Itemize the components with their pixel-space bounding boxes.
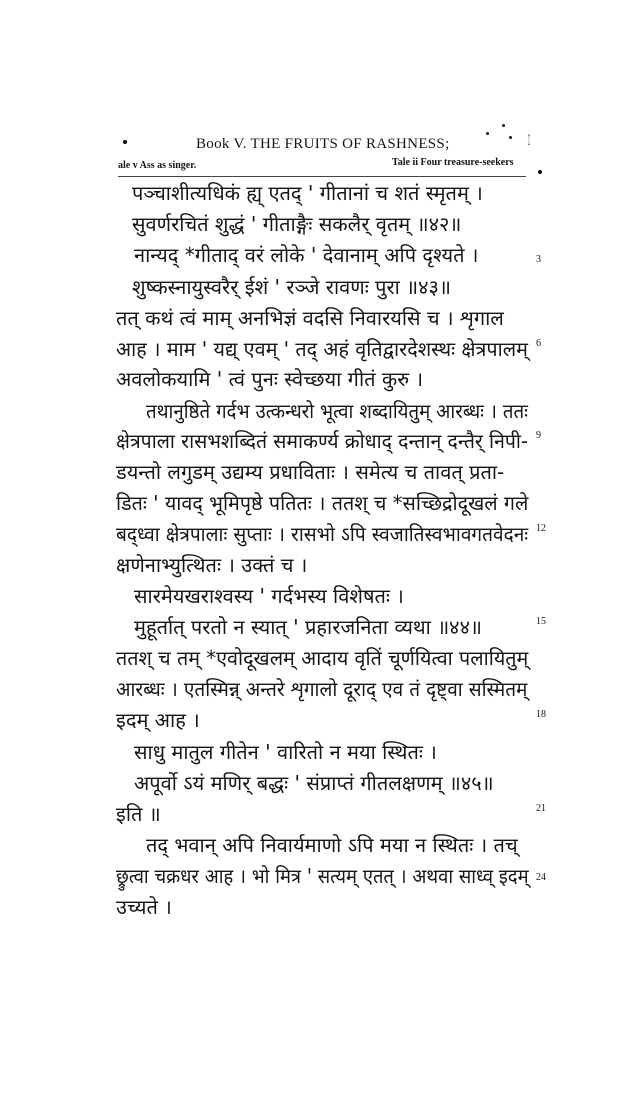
text-line: इदम् आह । [116,708,200,732]
print-speck [486,132,489,135]
text-line: उच्यते । [116,895,172,919]
text-line: नान्यद् *गीताद् वरं लोके ' देवानाम् अपि दृश्यते । [134,243,479,267]
text-line: तत् कथं त्वं माम् अनभिज्ञं वदसि निवारयसि च । शृगाल [116,306,504,330]
print-speck [123,140,127,144]
margin-line-number: 18 [536,709,546,720]
header-rule [118,176,526,177]
margin-line-number: 9 [536,430,541,441]
text-line: मुहूर्तात् परतो न स्यात् ' प्रहारजनिता व्यथा ॥४४॥ [134,615,482,639]
text-line: आह । माम ' यद्य् एवम् ' तद् अहं वृतिद्वारदेशस्थः क्षेत्रपालम् [116,337,528,361]
margin-line-number: 12 [536,523,546,534]
text-line: तथानुष्ठिते गर्दभ उत्कन्धरो भूत्वा शब्दायितुम् आरब्धः । ततः [146,399,528,423]
right-subheading: Tale ii Four treasure-seekers [392,157,514,168]
text-line: सारमेयखराश्वस्य ' गर्दभस्य विशेषतः । [134,584,404,608]
text-line: इति ॥ [116,802,161,826]
text-line: क्षेत्रपाला रासभशब्दितं समाकर्ण्य क्रोधाद् दन्तान् दन्तैर् निपी- [116,429,528,453]
margin-line-number: 3 [536,254,541,265]
text-line: बद्ध्वा क्षेत्रपालाः सुप्ताः । रासभो ऽपि स्वजातिस्वभावगतवेदनः [116,522,529,546]
text-line: ततश् च तम् *एवोदूखलम् आदाय वृतिं चूर्णयित्वा पलायितुम् [116,646,529,670]
text-line: छ्रुत्वा चक्रधर आह । भो मित्र ' सत्यम् एतत् । अथवा साध्व् इदम् [116,864,529,888]
print-speck [538,170,542,174]
text-line: शुष्कस्नायुस्वरैर् ईशं ' रञ्जे रावणः पुरा ॥४३॥ [132,275,451,299]
margin-line-number: 15 [536,616,546,627]
running-head: Book V. THE FRUITS OF RASHNESS; [196,136,450,152]
print-speck [502,124,505,127]
page-number: 272 [528,132,530,149]
text-line: अपूर्वो ऽयं मणिर् बद्धः ' संप्राप्तं गीतलक्षणम् ॥४५॥ [134,771,494,795]
margin-line-number: 21 [536,803,546,814]
text-line: डितः ' यावद् भूमिपृष्ठे पतितः । ततश् च *सच्छिद्रोदूखलं गले [116,491,529,515]
text-line: पञ्चाशीत्यधिकं ह्य् एतद् ' गीतानां च शतं स्मृतम् । [132,181,483,205]
margin-line-number: 24 [536,872,546,883]
text-line: आरब्धः । एतस्मिन्न् अन्तरे शृगालो दूराद् एव तं दृष्ट्वा सस्मितम् [116,677,528,701]
text-line: डयन्तो लगुडम् उद्यम्य प्रधाविताः । समेत्य च तावत् प्रता- [116,460,505,484]
text-line: सुवर्णरचितं शुद्धं ' गीताङ्गैः सकलैर् वृतम् ॥४२॥ [132,212,462,236]
text-line: क्षणेनाभ्युत्थितः । उक्तं च । [116,553,308,577]
margin-line-number: 6 [536,338,541,349]
print-speck [509,136,512,139]
left-subheading: ale v Ass as singer. [118,160,197,171]
text-line: साधु मातुल गीतेन ' वारितो न मया स्थितः । [134,740,437,764]
text-line: तद् भवान् अपि निवार्यमाणो ऽपि मया न स्थितः । तच् [146,833,518,857]
text-line: अवलोकयामि ' त्वं पुनः स्वेच्छया गीतं कुरु । [116,367,424,391]
